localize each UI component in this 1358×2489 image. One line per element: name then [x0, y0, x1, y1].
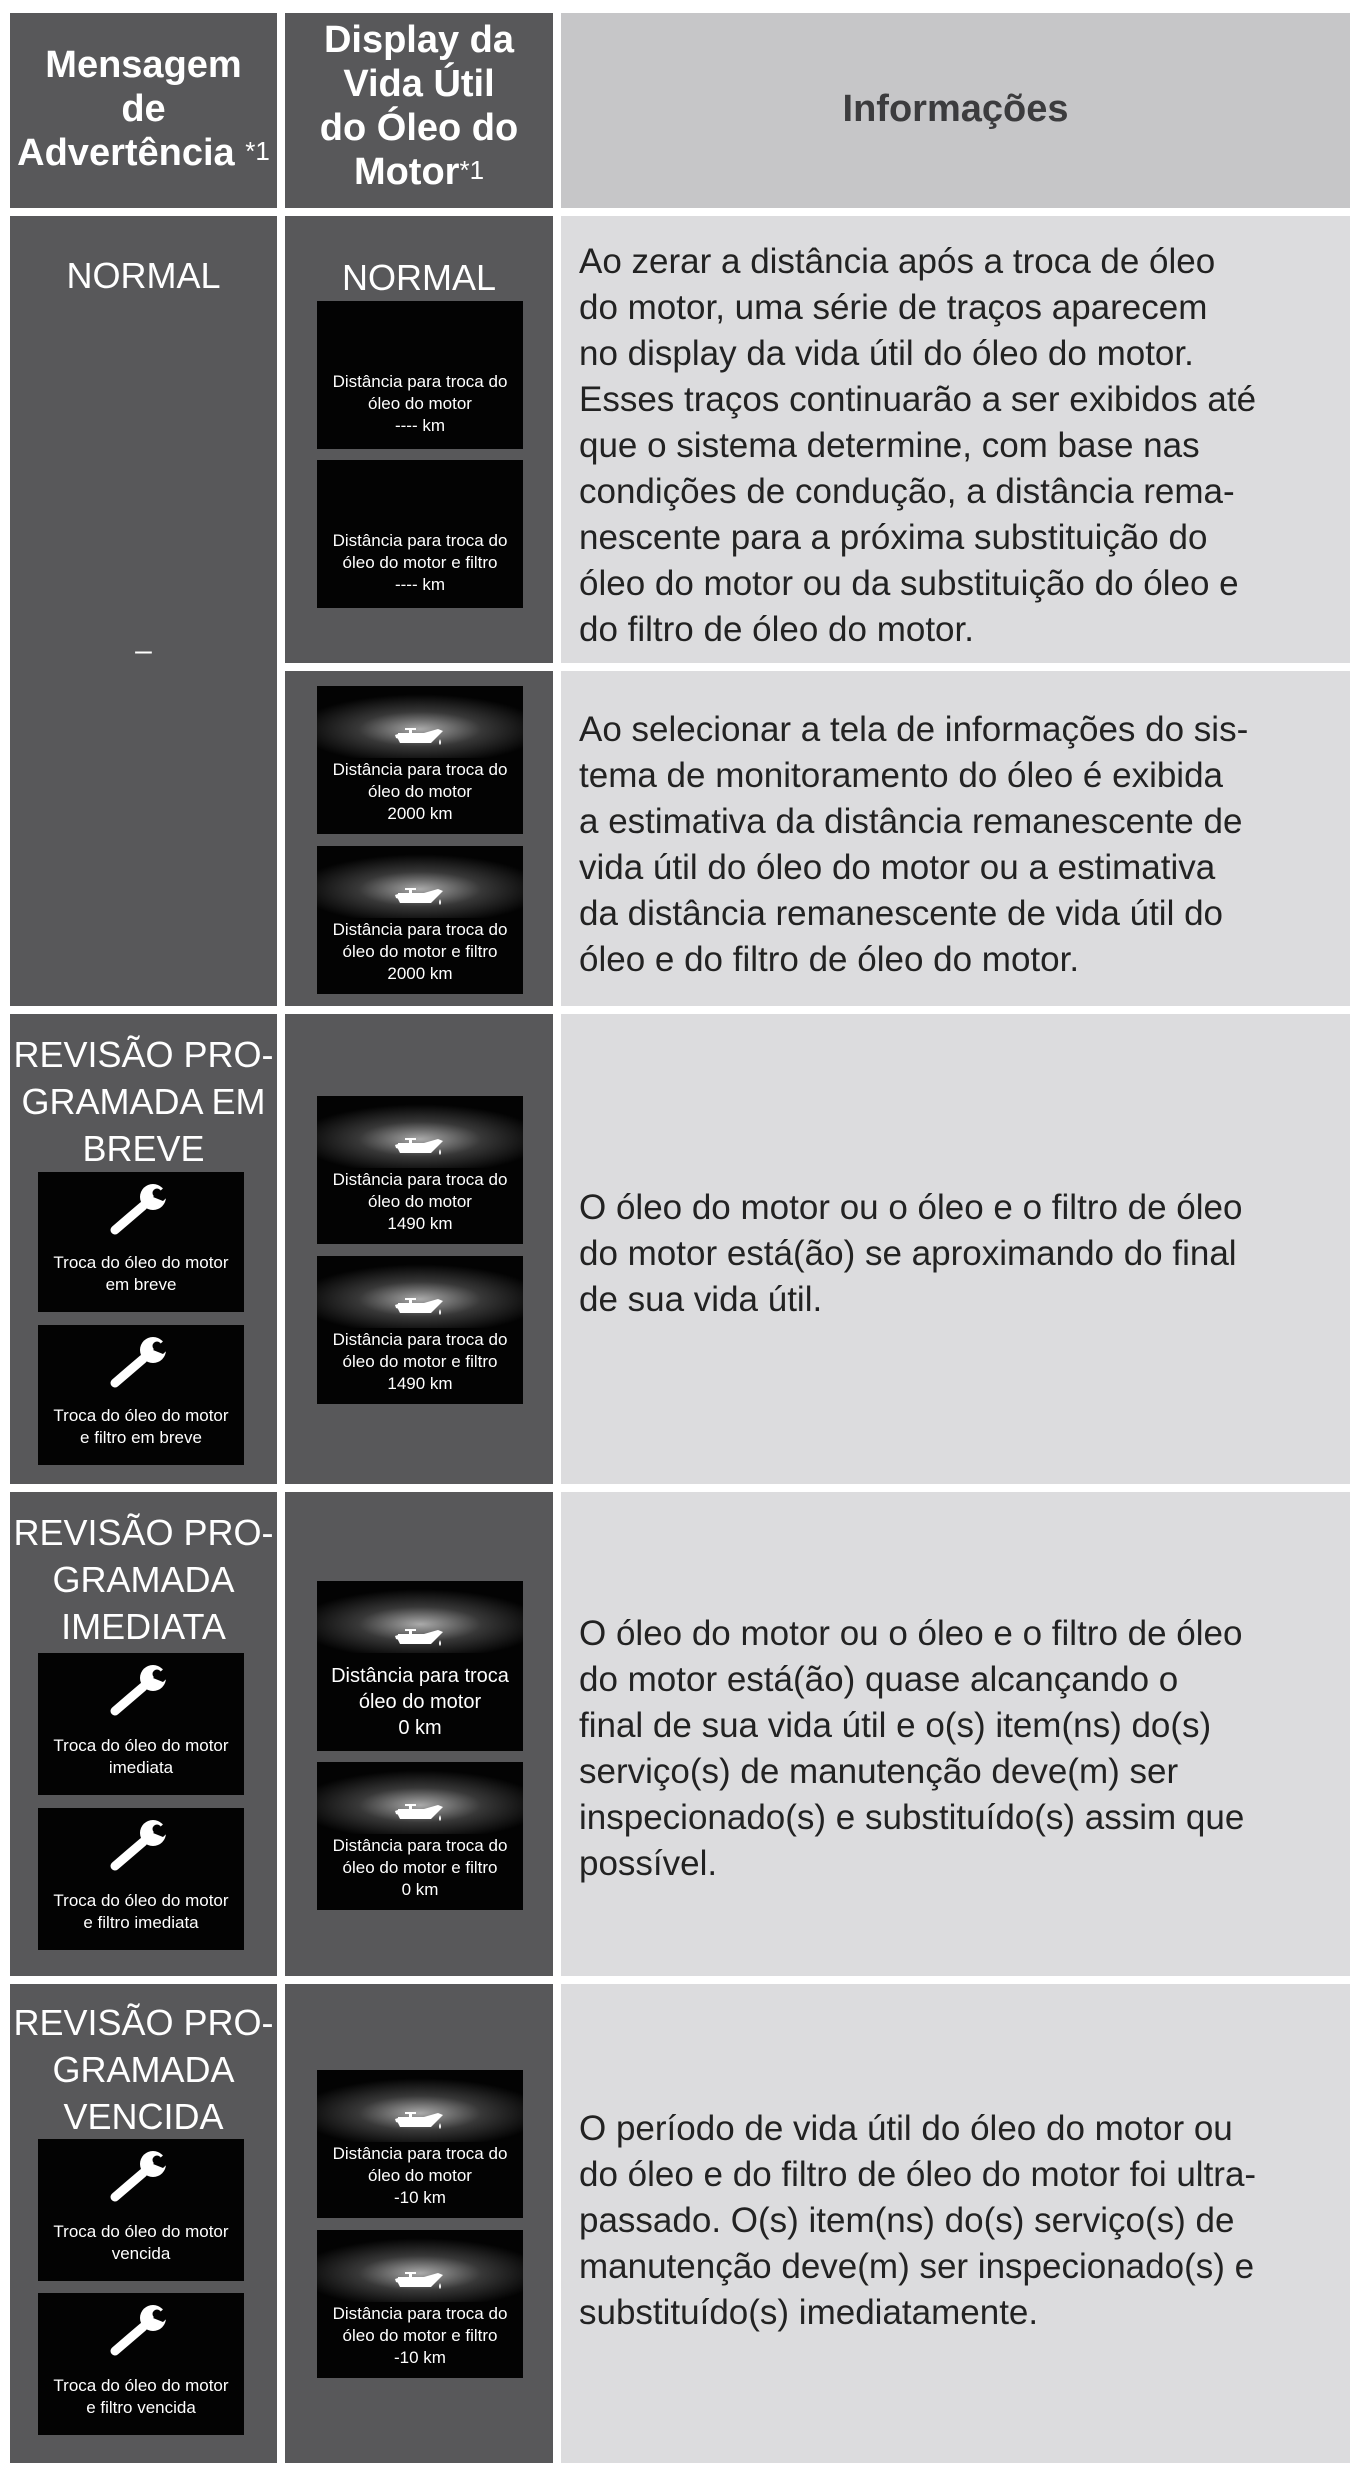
- info-text: Ao zerar a distância após a troca de óleo do motor, uma série de traços aparecem no display da vida útil do óleo do motor. Esses traços continuarão a ser exibidos até que o sistema determine, com base nas condições de condução, a distância rema- nescente para a próxima substituição do óleo do motor ou da substituição do óleo e do filtro de óleo do motor.: [579, 242, 1257, 649]
- display-screen: [317, 1256, 523, 1404]
- warning-screen: [38, 1653, 244, 1795]
- oil-can-icon: [394, 884, 446, 910]
- warning-screen-line: Troca do óleo do motor: [53, 1736, 229, 1755]
- display-screen: [317, 1581, 523, 1751]
- screen-line: Distância para troca do: [332, 1330, 508, 1349]
- oil-can-icon: [394, 1800, 446, 1826]
- display-screen: [317, 301, 523, 449]
- header-oil-life-display: [285, 13, 553, 208]
- info-text: Ao selecionar a tela de informações do sis- tema de monitoramento do óleo é exibida a estimativa da distância remanescente de vida útil do óleo do motor ou a estimativa da distância remanescente de vida útil do óleo e do filtro de óleo do motor.: [579, 710, 1249, 979]
- header-information: [561, 13, 1350, 208]
- warning-screen-line: vencida: [111, 2244, 171, 2263]
- warning-screen: [38, 1325, 244, 1465]
- display-title: NORMAL: [341, 257, 497, 298]
- header-col3-text: Informações: [842, 88, 1069, 130]
- screen-line: 0 km: [398, 1717, 442, 1739]
- info-cell-normal-reset: [561, 216, 1350, 663]
- info-text: O período de vida útil do óleo do motor ou do óleo e do filtro de óleo do motor foi ultra- passado. O(s) item(ns) do(s) serviço(s) de manutenção deve(m) ser inspecionado(s) e substituído(s) imediatamente.: [579, 2109, 1257, 2332]
- warning-screen-line: Troca do óleo do motor: [53, 1891, 229, 1910]
- screen-line: Distância para troca do: [332, 372, 508, 391]
- warning-screen-line: Troca do óleo do motor: [53, 1406, 229, 1425]
- oil-can-icon: [394, 2108, 446, 2134]
- oil-can-icon: [394, 724, 446, 750]
- screen-line: ---- km: [394, 416, 446, 435]
- wrench-icon: [109, 2303, 173, 2357]
- screen-line: óleo do motor e filtro: [342, 553, 498, 572]
- warning-cell-immediate: [10, 1492, 277, 1976]
- display-screen: [317, 1762, 523, 1910]
- warning-title-line: IMEDIATA: [61, 1606, 226, 1647]
- oil-life-table: [10, 13, 1350, 2463]
- screen-line: Distância para troca do: [332, 1836, 508, 1855]
- info-cell-normal-estimate: [561, 671, 1350, 1006]
- warning-screen: [38, 2293, 244, 2435]
- screen-line: óleo do motor: [368, 1192, 472, 1211]
- screen-line: óleo do motor e filtro: [342, 1352, 498, 1371]
- display-cell-overdue: [285, 1984, 553, 2463]
- header-col2-line: Motor: [353, 151, 460, 193]
- display-cell-soon: [285, 1014, 553, 1484]
- asterisk-note: *1: [459, 155, 485, 185]
- screen-line: 1490 km: [387, 1214, 453, 1233]
- screen-line: -10 km: [394, 2188, 446, 2207]
- warning-screen: [38, 1172, 244, 1312]
- header-col2-line: do Óleo do: [319, 107, 519, 149]
- oil-can-icon: [394, 1294, 446, 1320]
- wrench-icon: [109, 1818, 173, 1872]
- oil-can-icon: [394, 1625, 446, 1651]
- warning-title-line: REVISÃO PRO-: [13, 1034, 274, 1075]
- info-text: O óleo do motor ou o óleo e o filtro de óleo do motor está(ão) quase alcançando o final de sua vida útil e o(s) item(ns) do(s) serviço(s) de manutenção deve(m) ser inspecionado(s) e substituído(s) assim que possível.: [579, 1614, 1245, 1883]
- screen-line: 2000 km: [387, 804, 453, 823]
- warning-screen-line: e filtro imediata: [83, 1913, 199, 1932]
- header-col1-line: de: [121, 88, 166, 130]
- warning-screen-line: imediata: [108, 1758, 174, 1777]
- screen-line: ---- km: [394, 575, 446, 594]
- warning-cell-overdue: [10, 1984, 277, 2463]
- wrench-icon: [109, 1663, 173, 1717]
- warning-dash: –: [135, 634, 152, 667]
- screen-line: Distância para troca do: [332, 1170, 508, 1189]
- warning-title-line: GRAMADA EM: [21, 1081, 266, 1122]
- screen-line: óleo do motor e filtro: [342, 942, 498, 961]
- screen-line: Distância para troca do: [332, 760, 508, 779]
- screen-line: 1490 km: [387, 1374, 453, 1393]
- wrench-icon: [109, 1182, 173, 1236]
- screen-line: Distância para troca: [331, 1665, 509, 1687]
- display-cell-immediate: [285, 1492, 553, 1976]
- warning-title-line: GRAMADA: [52, 1559, 235, 1600]
- warning-screen: [38, 1808, 244, 1950]
- display-screen: [317, 846, 523, 994]
- info-cell-overdue: [561, 1984, 1350, 2463]
- warning-screen: [38, 2139, 244, 2281]
- display-cell-normal-reset: [285, 216, 553, 663]
- screen-line: Distância para troca do: [332, 920, 508, 939]
- warning-screen-line: e filtro em breve: [80, 1428, 202, 1447]
- screen-line: 2000 km: [387, 964, 453, 983]
- warning-cell-normal: [10, 216, 277, 1006]
- warning-title: NORMAL: [66, 255, 221, 296]
- screen-line: óleo do motor e filtro: [342, 2326, 498, 2345]
- screen-line: Distância para troca do: [332, 2304, 508, 2323]
- header-col1-line: Mensagem: [45, 44, 242, 86]
- header-col2-line: Vida Útil: [343, 63, 495, 105]
- screen-line: Distância para troca do: [332, 531, 508, 550]
- warning-screen-line: Troca do óleo do motor: [53, 2376, 229, 2395]
- screen-line: óleo do motor: [358, 1691, 482, 1713]
- header-warning-message: [10, 13, 277, 208]
- wrench-icon: [109, 2149, 173, 2203]
- info-cell-soon: [561, 1014, 1350, 1484]
- display-cell-normal-estimate: [285, 671, 553, 1006]
- warning-title-line: BREVE: [82, 1128, 205, 1169]
- screen-line: 0 km: [401, 1880, 439, 1899]
- display-screen: [317, 460, 523, 608]
- header-col2-line-with-asterisk: [285, 150, 553, 194]
- screen-line: -10 km: [394, 2348, 446, 2367]
- warning-screen-line: em breve: [105, 1275, 177, 1294]
- warning-title-line: VENCIDA: [63, 2096, 224, 2137]
- warning-screen-line: Troca do óleo do motor: [53, 2222, 229, 2241]
- info-cell-immediate: [561, 1492, 1350, 1976]
- asterisk-note: *1: [245, 136, 270, 166]
- oil-can-icon: [394, 2268, 446, 2294]
- wrench-icon: [109, 1335, 173, 1389]
- screen-line: óleo do motor: [368, 782, 472, 801]
- display-screen: [317, 1096, 523, 1244]
- screen-line: Distância para troca do: [332, 2144, 508, 2163]
- display-screen: [317, 2070, 523, 2218]
- warning-cell-soon: [10, 1014, 277, 1484]
- warning-title-line: REVISÃO PRO-: [13, 1512, 274, 1553]
- header-col1-line-with-asterisk: [10, 131, 277, 175]
- warning-title-line: REVISÃO PRO-: [13, 2002, 274, 2043]
- screen-line: óleo do motor: [368, 394, 472, 413]
- warning-title-line: GRAMADA: [52, 2049, 235, 2090]
- header-col1-line: Advertência: [17, 132, 235, 174]
- screen-line: óleo do motor e filtro: [342, 1858, 498, 1877]
- oil-can-icon: [394, 1134, 446, 1160]
- warning-screen-line: e filtro vencida: [86, 2398, 196, 2417]
- display-screen: [317, 2230, 523, 2378]
- header-col2-line: Display da: [323, 19, 515, 61]
- display-screen: [317, 686, 523, 834]
- warning-screen-line: Troca do óleo do motor: [53, 1253, 229, 1272]
- info-text: O óleo do motor ou o óleo e o filtro de óleo do motor está(ão) se aproximando do final de sua vida útil.: [579, 1188, 1243, 1319]
- screen-line: óleo do motor: [368, 2166, 472, 2185]
